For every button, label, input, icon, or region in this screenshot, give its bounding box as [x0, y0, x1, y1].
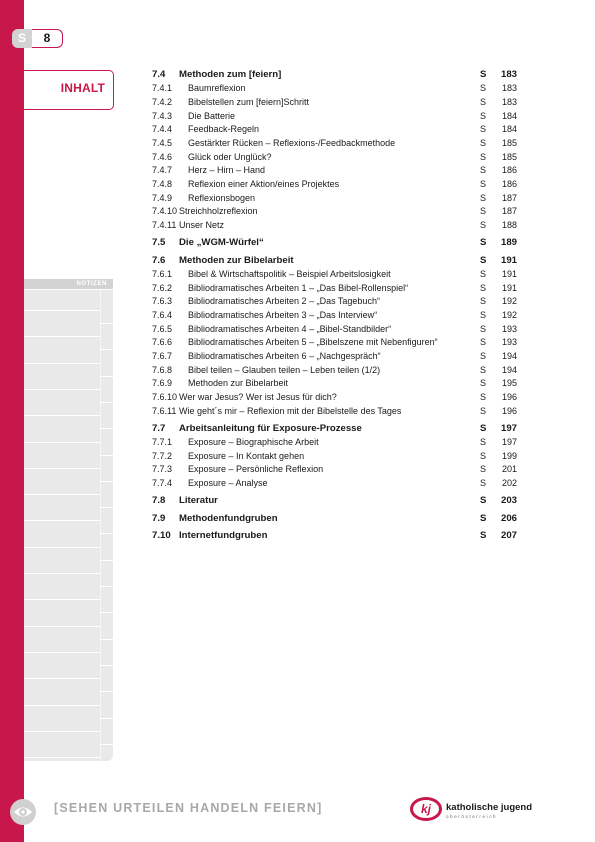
toc-number: 7.4 — [152, 69, 166, 80]
toc-title: Reflexion einer Aktion/eines Projektes — [188, 179, 340, 189]
toc-section-row — [152, 68, 518, 82]
notes-label: NOTIZEN — [76, 281, 107, 287]
toc-page-number: 194 — [501, 364, 517, 375]
toc-number: 7.7.3 — [152, 464, 173, 475]
toc-number: 7.7.4 — [152, 478, 173, 489]
toc-title: Bibliodramatisches Arbeiten 2 – „Das Tagebuch“ — [188, 296, 380, 307]
toc-entry-row — [152, 391, 518, 405]
notes-line — [24, 520, 100, 521]
notes-line — [24, 547, 100, 548]
notes-line — [24, 415, 100, 416]
toc-page-number: 183 — [500, 69, 517, 80]
org-region: oberösterreich — [446, 814, 498, 819]
section-tab-label: INHALT — [60, 81, 105, 95]
toc-title: Bibliodramatisches Arbeiten 3 – „Das Interview“ — [188, 309, 378, 320]
notes-tick — [100, 639, 113, 640]
toc-number: 7.9 — [152, 512, 166, 524]
toc-page-prefix: S — [480, 450, 487, 461]
toc-title: Methodenfundgruben — [179, 512, 278, 524]
toc-page-number: 187 — [501, 192, 517, 203]
toc-entry-row — [152, 178, 518, 192]
toc-entry-row — [152, 364, 518, 378]
toc-page-prefix: S — [480, 206, 487, 217]
toc-entry-row — [152, 309, 518, 323]
toc-page-prefix: S — [480, 296, 487, 307]
toc-number: 7.6.6 — [152, 337, 173, 348]
toc-title: Streichholzreflexion — [179, 206, 258, 217]
toc-entry-row — [152, 323, 518, 337]
toc-title: Feedback-Regeln — [188, 124, 260, 135]
toc-entry-row — [152, 110, 518, 124]
toc-page-number: 186 — [501, 165, 517, 176]
toc-number: 7.5 — [152, 237, 166, 249]
toc-title: Methoden zur Bibelarbeit — [179, 254, 294, 266]
toc-page-number: 197 — [501, 437, 517, 448]
toc-title: Bibliodramatisches Arbeiten 1 – „Das Bibel-Rollenspiel“ — [188, 282, 409, 293]
toc-page-prefix: S — [480, 512, 487, 524]
toc-page-number: 183 — [501, 83, 517, 94]
toc-title: Bibliodramatisches Arbeiten 4 – „Bibel-Standbilder“ — [188, 323, 392, 334]
toc-title: Wie geht´s mir – Reflexion mit der Bibelstelle des Tages — [179, 405, 402, 416]
toc-entry-row — [152, 295, 518, 309]
notes-line — [24, 652, 100, 653]
toc-page-number: 188 — [501, 220, 517, 231]
toc-number: 7.7.2 — [152, 450, 173, 461]
toc-title: Die „WGM-Würfel“ — [179, 237, 264, 249]
toc-title: Arbeitsanleitung für Exposure-Prozesse — [179, 422, 362, 434]
toc-title: Exposure – Biographische Arbeit — [188, 437, 319, 448]
notes-tick — [100, 560, 113, 561]
toc-entry-row — [152, 123, 518, 137]
toc-number: 7.8 — [152, 495, 166, 507]
toc-section-row — [152, 236, 518, 250]
toc-number: 7.4.5 — [152, 137, 173, 148]
toc-page-prefix: S — [480, 405, 487, 416]
notes-tick — [100, 665, 113, 666]
side-color-strip — [0, 0, 24, 842]
section-tab — [24, 70, 114, 110]
toc-title: Gestärkter Rücken – Reflexions-/Feedbackmethode — [188, 137, 396, 148]
org-name: katholische jugend — [446, 802, 533, 813]
toc-entry-row — [152, 164, 518, 178]
toc-page-number: 191 — [500, 254, 517, 266]
toc-section-row — [152, 494, 518, 508]
toc-page-prefix: S — [480, 309, 487, 320]
notes-tick — [100, 691, 113, 692]
toc-title: Exposure – In Kontakt gehen — [188, 450, 305, 461]
toc-page-prefix: S — [480, 378, 487, 389]
notes-tick — [100, 402, 113, 403]
toc-number: 7.4.4 — [152, 124, 173, 135]
toc-number: 7.6.4 — [152, 309, 173, 320]
toc-page-prefix: S — [480, 323, 487, 334]
toc-page-number: 193 — [501, 323, 517, 334]
toc-page-prefix: S — [480, 165, 487, 176]
kj-logo-text: kj — [420, 802, 432, 816]
toc-entry-row — [152, 477, 518, 491]
page-number: 8 — [32, 29, 63, 48]
toc-page-prefix: S — [480, 96, 487, 107]
toc-page-prefix: S — [480, 83, 487, 94]
toc-number: 7.4.11 — [152, 220, 177, 231]
notes-tick — [100, 586, 113, 587]
toc-page-number: 201 — [501, 464, 517, 475]
toc-page-number: 187 — [501, 206, 517, 217]
notes-header — [24, 279, 113, 289]
toc-page-prefix: S — [480, 237, 487, 249]
toc-page-prefix: S — [480, 220, 487, 231]
toc-number: 7.6 — [152, 254, 166, 266]
toc-page-number: 192 — [501, 309, 517, 320]
toc-entry-row — [152, 377, 518, 391]
notes-line — [24, 442, 100, 443]
toc-page-prefix: S — [480, 151, 487, 162]
toc-entry-row — [152, 436, 518, 450]
toc-page-number: 195 — [501, 378, 517, 389]
toc-entry-row — [152, 268, 518, 282]
toc-page-prefix: S — [480, 110, 487, 121]
toc-section-row — [152, 529, 518, 543]
toc-entry-row — [152, 205, 518, 219]
toc-page-number: 196 — [501, 405, 517, 416]
toc-page-prefix: S — [480, 422, 487, 434]
toc-page-number: 184 — [501, 110, 517, 121]
notes-tick — [100, 612, 113, 613]
toc-page-number: 185 — [501, 151, 517, 162]
toc-page-number: 199 — [501, 450, 517, 461]
notes-tick — [100, 718, 113, 719]
toc-entry-row — [152, 192, 518, 206]
toc-number: 7.4.10 — [152, 206, 178, 217]
toc-page-prefix: S — [480, 282, 487, 293]
notes-line — [24, 389, 100, 390]
toc-entry-row — [152, 282, 518, 296]
notes-line — [24, 757, 100, 758]
notes-tick — [100, 481, 113, 482]
toc-section-row — [152, 512, 518, 526]
toc-page-prefix: S — [480, 124, 487, 135]
toc-number: 7.4.2 — [152, 96, 173, 107]
toc-title: Herz – Hirn – Hand — [188, 165, 266, 176]
badge-letter: S — [12, 29, 32, 48]
toc-title: Exposure – Analyse — [188, 478, 268, 489]
toc-page-prefix: S — [480, 530, 487, 542]
toc-page-prefix: S — [480, 192, 487, 203]
notes-line — [24, 468, 100, 469]
toc-entry-row — [152, 82, 518, 96]
toc-title: Exposure – Persönliche Reflexion — [188, 464, 324, 475]
kj-logo-icon — [410, 797, 442, 821]
table-of-contents — [152, 68, 518, 544]
notes-tick — [100, 376, 113, 377]
toc-section-row — [152, 422, 518, 436]
toc-page-prefix: S — [480, 351, 487, 362]
toc-entry-row — [152, 336, 518, 350]
toc-entry-row — [152, 450, 518, 464]
toc-title: Reflexionsbogen — [188, 192, 256, 203]
toc-number: 7.6.9 — [152, 378, 173, 389]
notes-tick — [100, 455, 113, 456]
toc-number: 7.6.11 — [152, 405, 177, 416]
toc-number: 7.7 — [152, 422, 166, 434]
toc-title: Bibelstellen zum [feiern]Schritt — [188, 96, 310, 107]
toc-number: 7.4.8 — [152, 179, 173, 189]
toc-page-prefix: S — [480, 464, 487, 475]
toc-page-number: 196 — [501, 392, 517, 403]
toc-entry-row — [152, 96, 518, 110]
toc-number: 7.7.1 — [152, 437, 173, 448]
toc-page-prefix: S — [480, 437, 487, 448]
toc-title: Unser Netz — [179, 220, 225, 231]
toc-number: 7.4.6 — [152, 151, 173, 162]
toc-page-prefix: S — [480, 137, 487, 148]
toc-entry-row — [152, 151, 518, 165]
notes-tick — [100, 507, 113, 508]
toc-title: Bibel teilen – Glauben teilen – Leben teilen (1/2) — [188, 364, 381, 375]
toc-number: 7.4.3 — [152, 110, 173, 121]
footer-slogan: [SEHEN URTEILEN HANDELN FEIERN] — [54, 801, 323, 815]
toc-title: Literatur — [179, 495, 218, 507]
notes-line — [24, 363, 100, 364]
eye-logo-icon — [9, 798, 37, 826]
toc-title: Bibel & Wirtschaftspolitik – Beispiel Arbeitslosigkeit — [188, 268, 391, 279]
toc-page-number: 197 — [500, 422, 517, 434]
toc-entry-row — [152, 137, 518, 151]
toc-number: 7.6.3 — [152, 296, 173, 307]
notes-tick — [100, 533, 113, 534]
toc-page-number: 193 — [501, 337, 517, 348]
toc-page-prefix: S — [480, 392, 487, 403]
notes-line — [24, 310, 100, 311]
notes-line — [24, 494, 100, 495]
toc-number: 7.4.7 — [152, 165, 173, 176]
toc-entry-row — [152, 350, 518, 364]
notes-line — [24, 705, 100, 706]
toc-page-prefix: S — [480, 254, 487, 266]
toc-page-prefix: S — [480, 268, 487, 279]
toc-page-number: 207 — [500, 530, 517, 542]
toc-page-number: 203 — [500, 495, 517, 507]
toc-page-prefix: S — [480, 364, 487, 375]
toc-title: Methoden zum [feiern] — [179, 69, 282, 80]
toc-title: Glück oder Unglück? — [188, 151, 272, 162]
toc-number: 7.6.8 — [152, 364, 173, 375]
notes-line — [24, 678, 100, 679]
toc-number: 7.4.9 — [152, 192, 173, 203]
page-number-badge — [12, 29, 62, 48]
toc-page-number: 189 — [500, 237, 517, 249]
toc-title: Internetfundgruben — [179, 530, 268, 542]
notes-line — [24, 573, 100, 574]
notes-tick — [100, 428, 113, 429]
toc-page-prefix: S — [480, 69, 487, 80]
notes-line — [24, 626, 100, 627]
toc-number: 7.6.2 — [152, 282, 173, 293]
toc-title: Bibliodramatisches Arbeiten 6 – „Nachgespräch“ — [188, 351, 381, 362]
notes-tick — [100, 744, 113, 745]
toc-number: 7.6.7 — [152, 351, 173, 362]
notes-line — [24, 336, 100, 337]
toc-number: 7.6.10 — [152, 392, 178, 403]
toc-page-prefix: S — [480, 478, 487, 489]
notes-tick — [100, 349, 113, 350]
toc-page-number: 192 — [501, 296, 517, 307]
toc-number: 7.6.1 — [152, 268, 173, 279]
toc-page-prefix: S — [480, 495, 487, 507]
toc-number: 7.4.1 — [152, 83, 173, 94]
toc-number: 7.10 — [152, 530, 171, 542]
toc-title: Die Batterie — [188, 110, 236, 121]
toc-entry-row — [152, 219, 518, 233]
toc-page-prefix: S — [480, 337, 487, 348]
toc-page-number: 186 — [501, 179, 517, 189]
notes-line — [24, 731, 100, 732]
toc-entry-row — [152, 405, 518, 419]
toc-page-number: 206 — [500, 512, 517, 524]
toc-section-row — [152, 254, 518, 268]
toc-entry-row — [152, 463, 518, 477]
notes-panel — [24, 290, 113, 761]
toc-page-prefix: S — [480, 179, 487, 189]
toc-page-number: 194 — [501, 351, 517, 362]
toc-page-number: 185 — [501, 137, 517, 148]
toc-title: Baumreflexion — [188, 83, 246, 94]
toc-page-number: 191 — [501, 268, 517, 279]
toc-page-number: 191 — [501, 282, 517, 293]
toc-page-number: 202 — [501, 478, 517, 489]
toc-page-number: 183 — [501, 96, 517, 107]
toc-number: 7.6.5 — [152, 323, 173, 334]
toc-title: Wer war Jesus? Wer ist Jesus für dich? — [179, 392, 337, 403]
notes-tick — [100, 323, 113, 324]
notes-line — [24, 599, 100, 600]
toc-title: Bibliodramatisches Arbeiten 5 – „Bibelszene mit Nebenfiguren“ — [188, 337, 438, 348]
toc-title: Methoden zur Bibelarbeit — [188, 378, 289, 389]
toc-page-number: 184 — [501, 124, 517, 135]
